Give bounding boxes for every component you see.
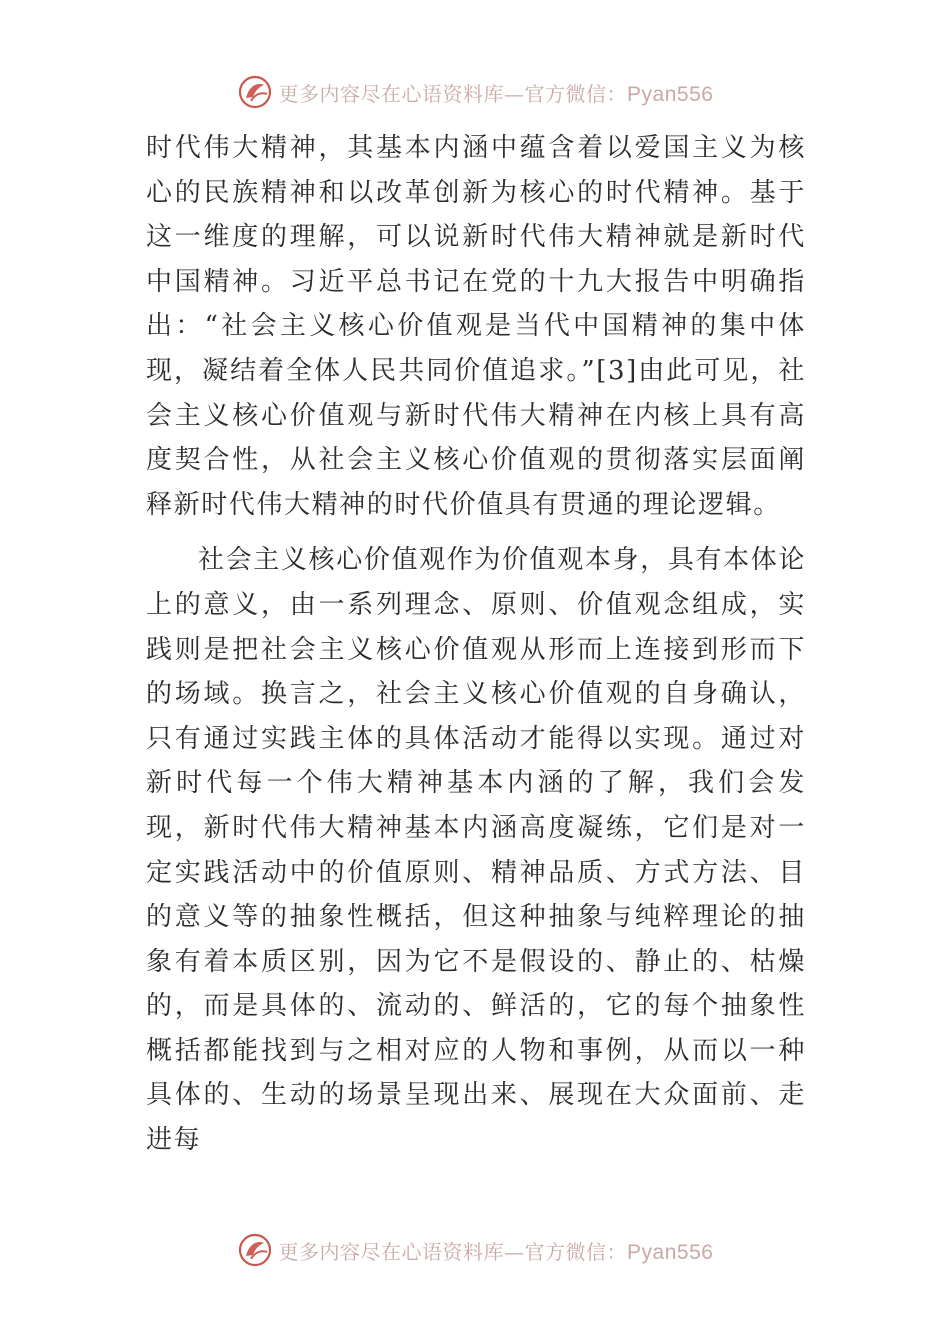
header-watermark-text [279,78,714,107]
document-body [146,126,806,1163]
ribbon-logo-icon [237,1232,273,1268]
ribbon-logo-icon [237,74,273,110]
paragraph-2: 社会主义核心价值观作为价值观本身，具有本体论上的意义，由一系列理念、原则、价值观念组成，实践则是把社会主义核心价值观从形而上连接到形而下的场域。换言之，社会主义核心价值观的自身确认，只有通过实践主体的具体活动才能得以实现。通过对新时代每一个伟大精神基本内涵的了解，我们会发现，新时代伟大精神基本内涵高度凝练，它们是对一定实践活动中的价值原则、精神品质、方式方法、目的意义等的抽象性概括，但这种抽象与纯粹理论的抽象有着本质区别，因为它不是假设的、静止的、枯燥的，而是具体的、流动的、鲜活的，它的每个抽象性概括都能找到与之相对应的人物和事例，从而以一种具体的、生动的场景呈现出来、展现在大众面前、走进每 [146,545,806,1156]
footer-wechat-account: Pyan556 [627,1240,714,1264]
footer-watermark-text [279,1236,714,1265]
header-watermark-label: 更多内容尽在心语资料库—官方微信： [278,81,628,106]
paragraph-1: 时代伟大精神，其基本内涵中蕴含着以爱国主义为核心的民族精神和以改革创新为核心的时代精神。基于这一维度的理解，可以说新时代伟大精神就是新时代中国精神。习近平总书记在党的十九大报告中明确指出：“社会主义核心价值观是当代中国精神的集中体现，凝结着全体人民共同价值追求。”[3]由此可见，社会主义核心价值观与新时代伟大精神在内核上具有高度契合性，从社会主义核心价值观的贯彻落实层面阐释新时代伟大精神的时代价值具有贯通的理论逻辑。 [146,133,806,520]
header-watermark [0,70,950,114]
footer-watermark-label: 更多内容尽在心语资料库—官方微信： [278,1239,628,1264]
header-wechat-account: Pyan556 [627,82,714,106]
footer-watermark [0,1228,950,1272]
